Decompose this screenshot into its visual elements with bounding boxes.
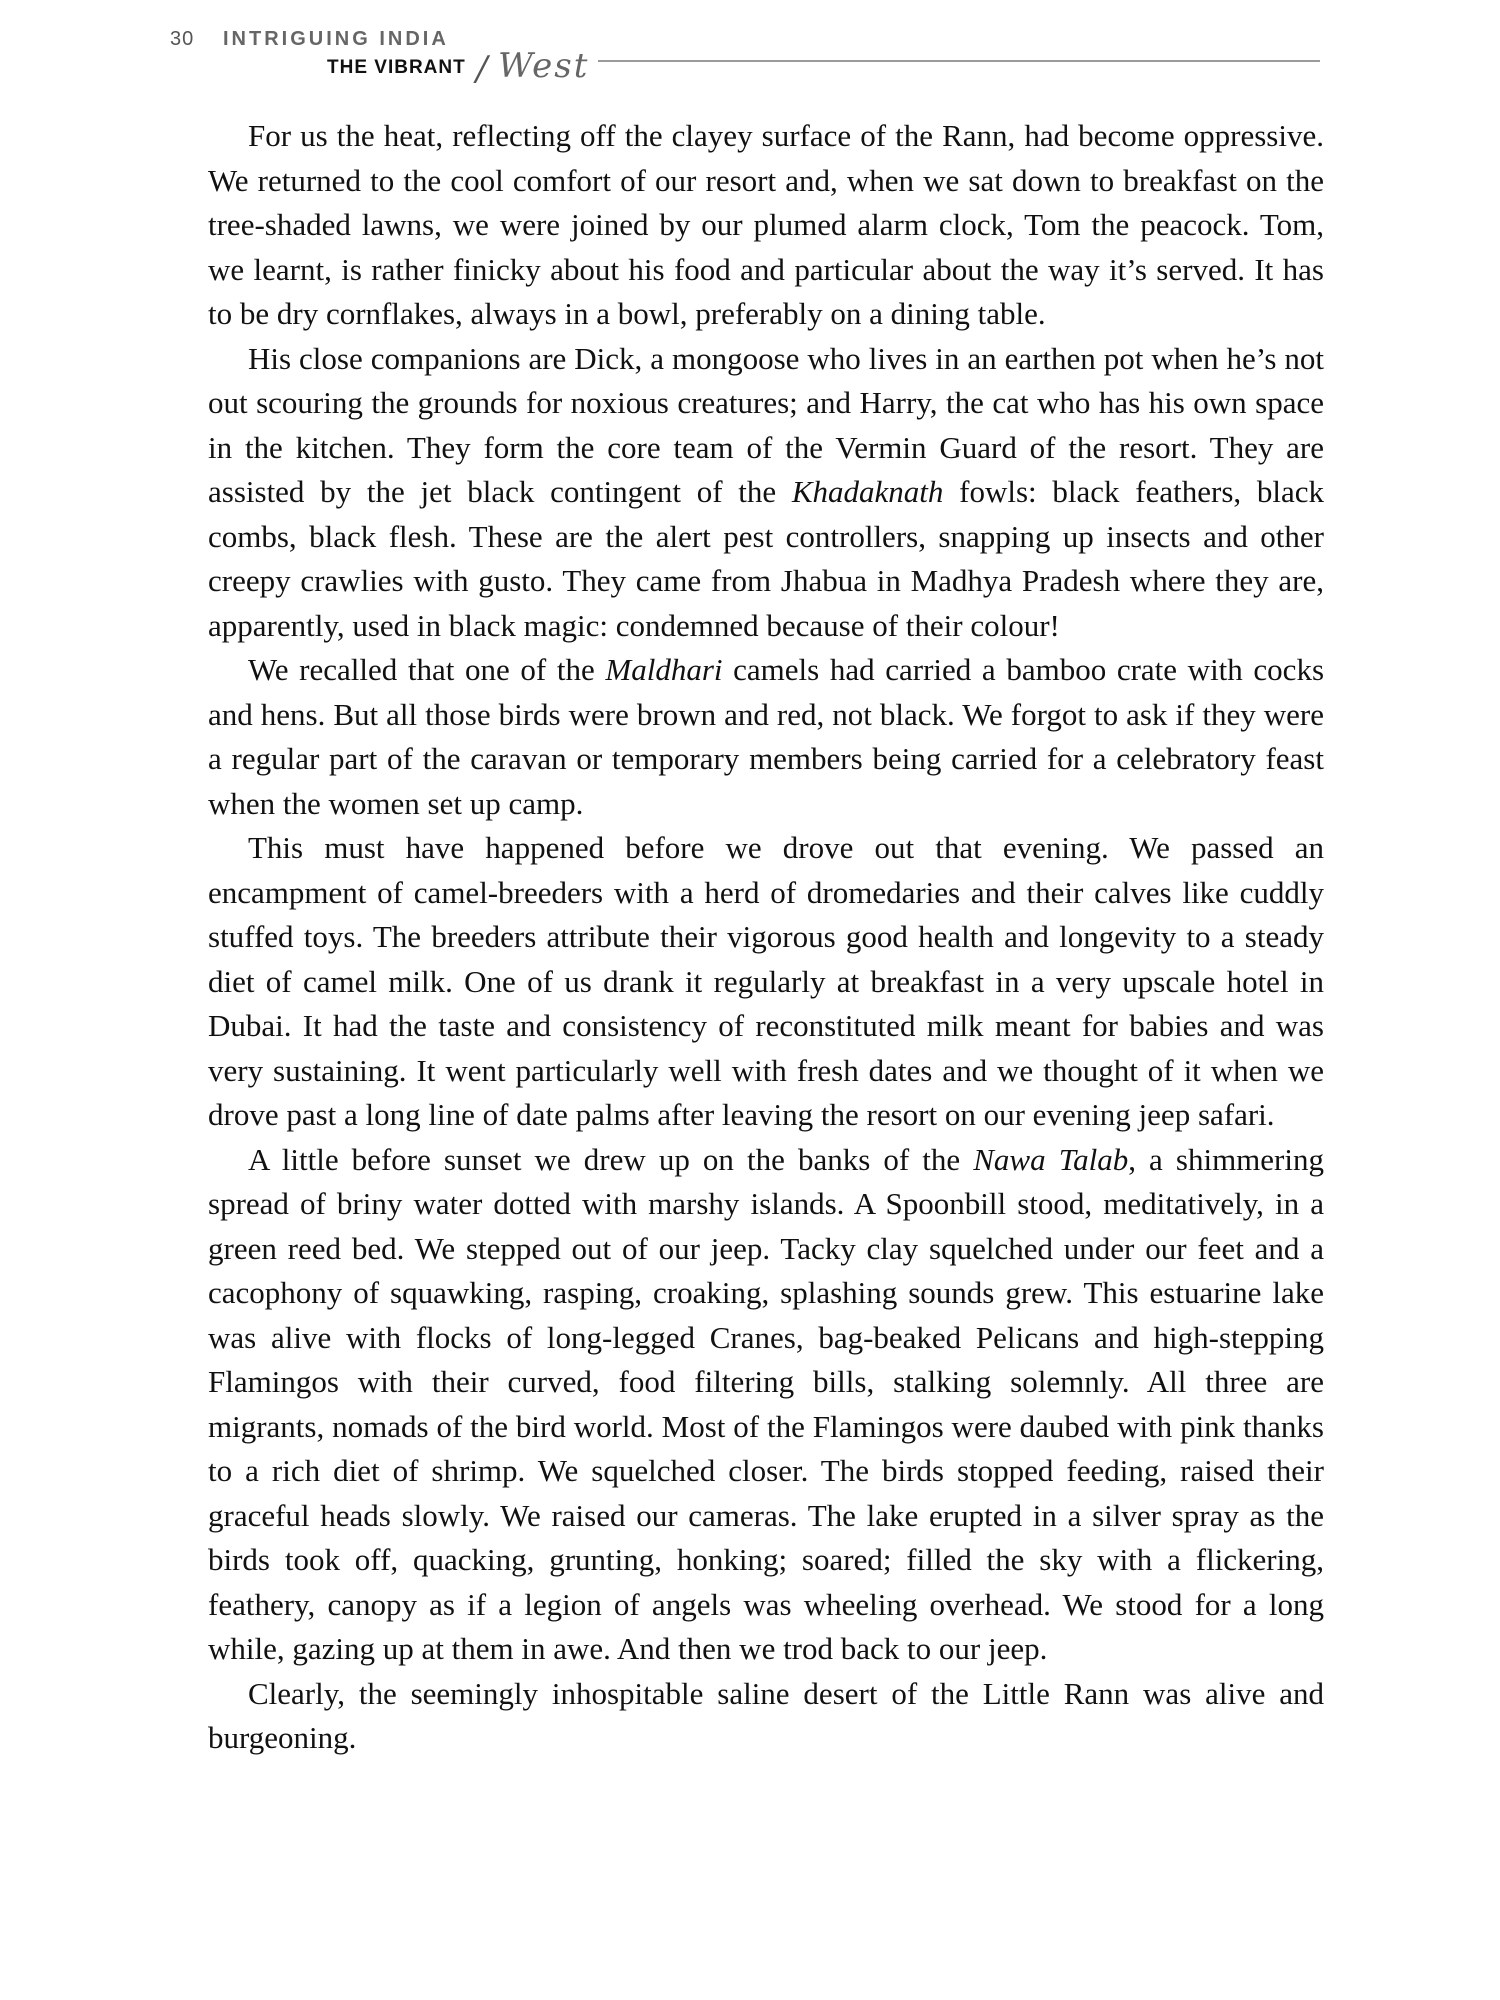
paragraph-3	[208, 648, 1324, 826]
body-text	[208, 114, 1324, 1761]
series-title: INTRIGUING INDIA	[223, 28, 449, 50]
paragraph-4: This must have happened before we drove out that evening. We passed an encampment of camel-breeders with a herd of dromedaries and their calves like cuddly stuffed toys. The breeders attribute their vigorous good health and longevity to a steady diet of camel milk. One of us drank it regularly at breakfast in a very upscale hotel in Dubai. It had the taste and consistency of reconstituted milk meant for babies and was very sustaining. It went particularly well with fresh dates and we thought of it when we drove past a long line of date palms after leaving the resort on our evening jeep safari.	[208, 830, 1324, 1132]
script-word: West	[498, 46, 590, 86]
paragraph-5-part-a: A little before sunset we drew up on the banks of the	[248, 1141, 974, 1177]
paragraph-6: Clearly, the seemingly inhospitable saline desert of the Little Rann was alive and burgeoning.	[208, 1675, 1324, 1755]
page-number: 30	[170, 28, 195, 50]
paragraph-3-italic-term: Maldhari	[605, 652, 723, 687]
paragraph-3-part-a: We recalled that one of the	[248, 652, 606, 687]
paragraph-2	[208, 337, 1324, 649]
paragraph-5-italic-term: Nawa Talab	[973, 1141, 1129, 1177]
paragraph-5	[208, 1138, 1324, 1672]
paragraph-2-part-b: fowls: black feathers, black combs, black flesh. These are the alert pest controllers, snapping up insects and other creepy crawlies with gusto. They came from Jhabua in Madhya Pradesh where they are, apparently, used in black magic: condemned because of their colour!	[208, 474, 1324, 643]
chapter-subtitle: THE VIBRANT	[327, 57, 466, 78]
paragraph-2-part-a: His close companions are Dick, a mongoose who lives in an earthen pot when he’s not out scouring the grounds for noxious creatures; and Harry, the cat who has his own space in the kitchen. They form the core team of the Vermin Guard of the resort. They are assisted by the jet black contingent of the	[208, 340, 1324, 509]
paragraph-2-italic-term: Khadaknath	[791, 474, 944, 509]
running-header	[0, 0, 1500, 90]
header-rule	[598, 60, 1320, 62]
header-slash: /	[476, 49, 488, 89]
paragraph-1: For us the heat, reflecting off the clayey surface of the Rann, had become oppressive. We returned to the cool comfort of our resort and, when we sat down to breakfast on the tree-shaded lawns, we were joined by our plumed alarm clock, Tom the peacock. Tom, we learnt, is rather finicky about his food and particular about the way it’s served. It has to be dry cornflakes, always in a bowl, preferably on a dining table.	[208, 118, 1324, 331]
paragraph-3-part-b: camels had carried a bamboo crate with cocks and hens. But all those birds were brown and red, not black. We forgot to ask if they were a regular part of the caravan or temporary members being carried for a celebratory feast when the women set up camp.	[208, 652, 1325, 821]
paragraph-5-part-b: , a shimmering spread of briny water dotted with marshy islands. A Spoonbill stood, meditatively, in a green reed bed. We stepped out of our jeep. Tacky clay squelched under our feet and a cacophony of squawking, rasping, croaking, splashing sounds grew. This estuarine lake was alive with flocks of long-legged Cranes, bag-beaked Pelicans and high-stepping Flamingos with their curved, food filtering bills, stalking solemnly. All three are migrants, nomads of the bird world. Most of the Flamingos were daubed with pink thanks to a rich diet of shrimp. We squelched closer. The birds stopped feeding, raised their graceful heads slowly. We raised our cameras. The lake erupted in a silver spray as the birds took off, quacking, grunting, honking; soared; filled the sky with a flickering, feathery, canopy as if a legion of angels was wheeling overhead. We stood for a long while, gazing up at them in awe. And then we trod back to our jeep.	[208, 1141, 1324, 1666]
